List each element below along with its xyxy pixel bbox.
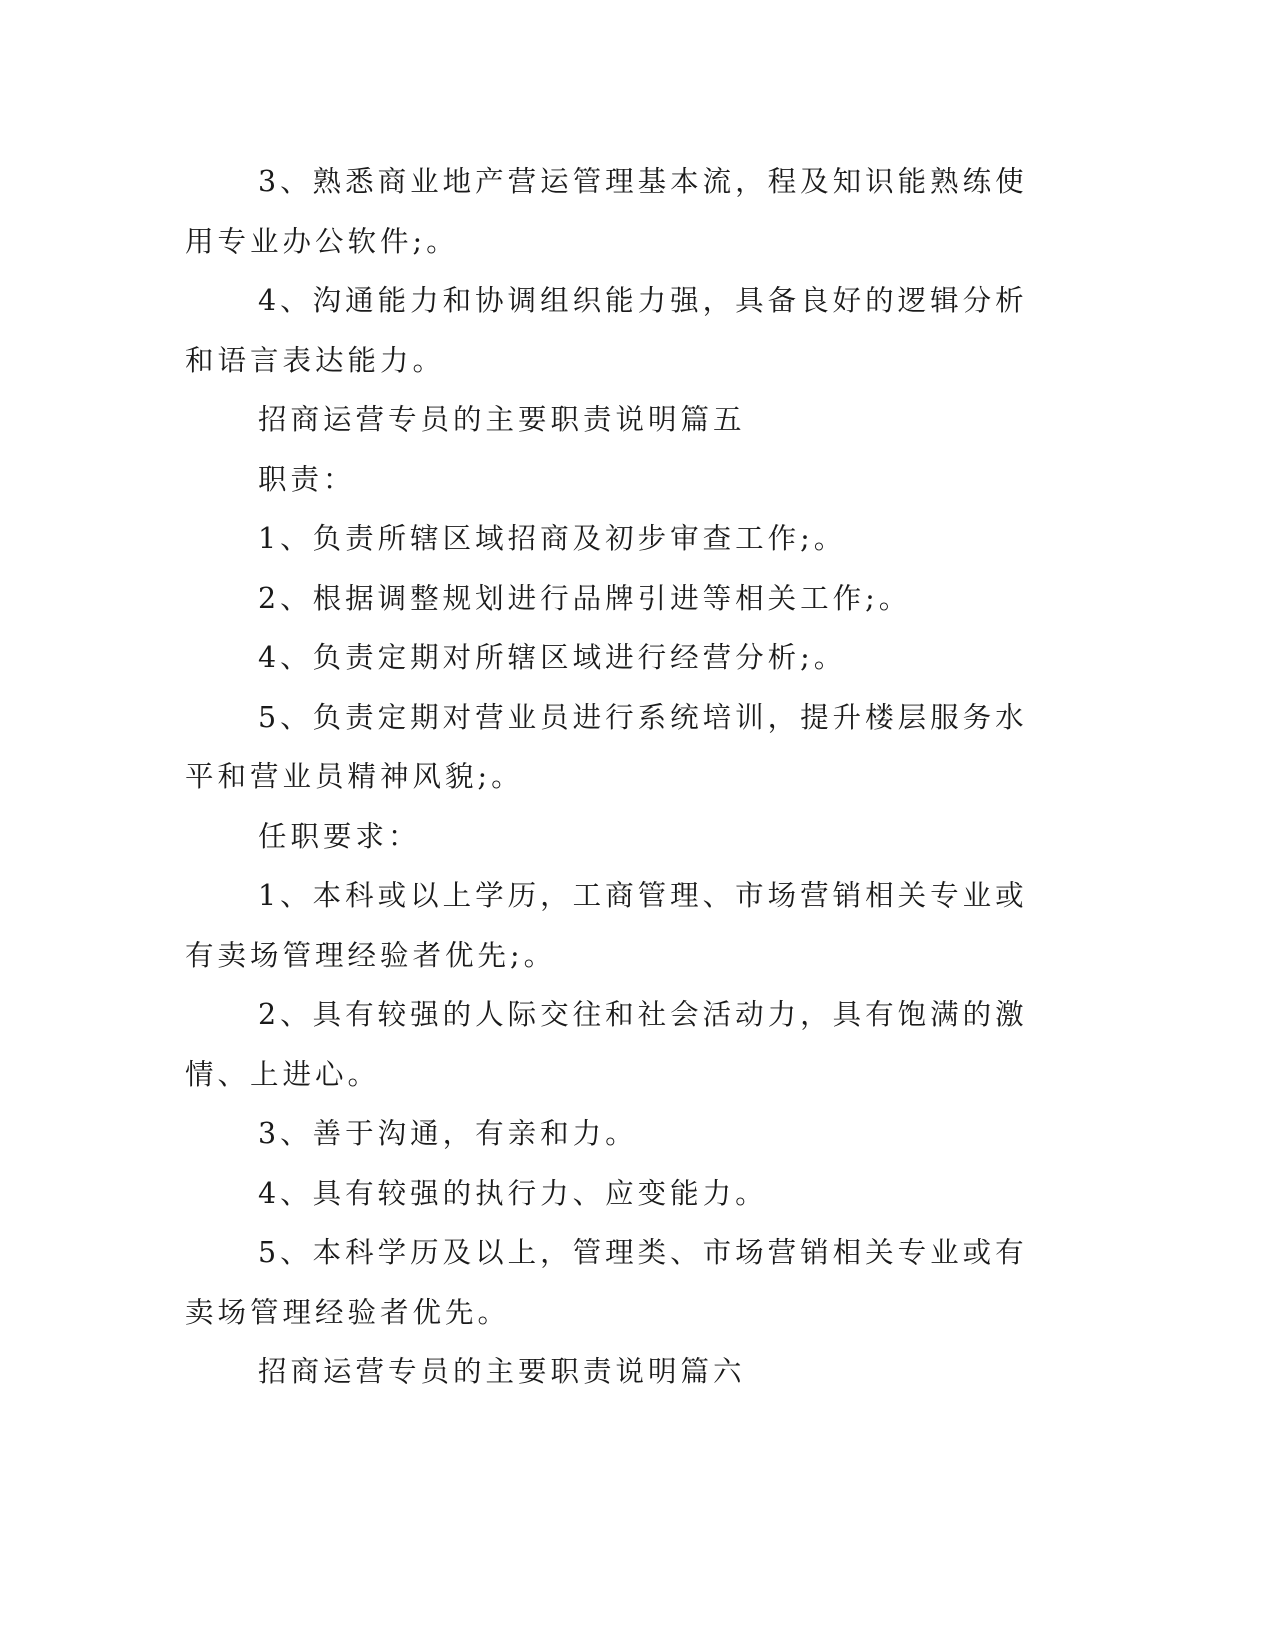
paragraph-qualification-3: 3、善于沟通，有亲和力。 [258, 1117, 638, 1150]
paragraph-duty-4: 4、负责定期对所辖区域进行经营分析;。 [258, 641, 847, 674]
paragraph-duty-2: 2、根据调整规划进行品牌引进等相关工作;。 [258, 581, 912, 615]
section-heading-part-5: 招商运营专员的主要职责说明篇五 [258, 403, 746, 436]
paragraph-qualification-1: 1、本科或以上学历，工商管理、市场营销相关专业或有卖场管理经验者优先;。 [185, 879, 1028, 972]
paragraph-qualification-2: 2、具有较强的人际交往和社会活动力，具有饱满的激情、上进心。 [185, 998, 1028, 1091]
paragraph-duty-1: 1、负责所辖区域招商及初步审查工作;。 [258, 522, 847, 555]
paragraph-requirement-3: 3、熟悉商业地产营运管理基本流，程及知识能熟练使用专业办公软件;。 [185, 165, 1028, 258]
requirements-label: 任职要求： [258, 819, 421, 853]
paragraph-qualification-5: 5、本科学历及以上，管理类、市场营销相关专业或有卖场管理经验者优先。 [185, 1236, 1028, 1329]
paragraph-requirement-4: 4、沟通能力和协调组织能力强，具备良好的逻辑分析和语言表达能力。 [185, 284, 1028, 377]
paragraph-qualification-4: 4、具有较强的执行力、应变能力。 [258, 1176, 768, 1210]
duties-label: 职责： [258, 462, 356, 496]
paragraph-duty-5: 5、负责定期对营业员进行系统培训，提升楼层服务水平和营业员精神风貌;。 [185, 700, 1028, 793]
document-body [185, 152, 1051, 1402]
section-heading-part-6: 招商运营专员的主要职责说明篇六 [258, 1355, 746, 1388]
